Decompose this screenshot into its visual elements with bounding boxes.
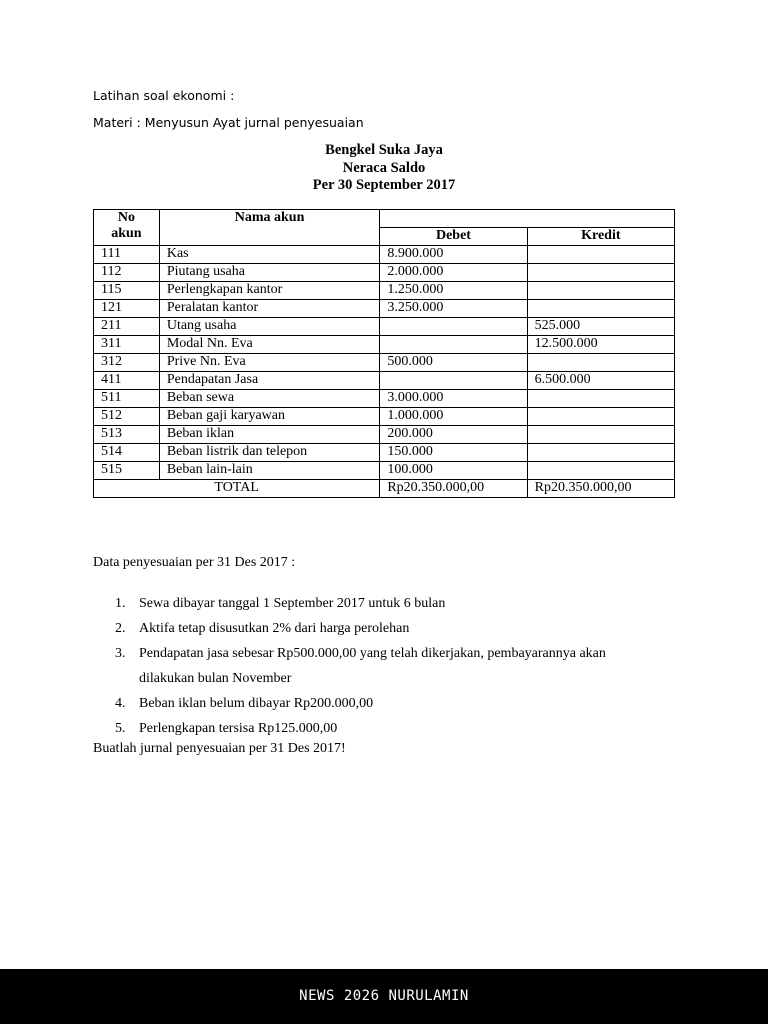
account-name-cell: Piutang usaha	[159, 264, 379, 282]
account-no-cell: 311	[94, 336, 160, 354]
kredit-cell	[527, 282, 674, 300]
table-row	[94, 390, 675, 408]
account-no-cell: 411	[94, 372, 160, 390]
debet-cell: 2.000.000	[380, 264, 527, 282]
account-name-cell: Beban iklan	[159, 426, 379, 444]
table-row	[94, 408, 675, 426]
kredit-cell	[527, 426, 674, 444]
kredit-cell	[527, 444, 674, 462]
list-item	[93, 641, 673, 691]
account-no-cell: 121	[94, 300, 160, 318]
table-row	[94, 300, 675, 318]
adjustment-list	[93, 591, 673, 741]
debet-cell: 500.000	[380, 354, 527, 372]
header-no-line1: No	[117, 210, 135, 225]
table-row	[94, 336, 675, 354]
debet-cell: 1.000.000	[380, 408, 527, 426]
account-name-cell: Beban listrik dan telepon	[159, 444, 379, 462]
header-amount-group	[380, 210, 675, 228]
account-no-cell: 515	[94, 462, 160, 480]
debet-cell: 200.000	[380, 426, 527, 444]
list-item-text: Pendapatan jasa sebesar Rp500.000,00 yang telah dikerjakan, pembayarannya akan	[139, 646, 606, 661]
account-name-cell: Beban sewa	[159, 390, 379, 408]
kredit-cell: 6.500.000	[527, 372, 674, 390]
header-debet: Debet	[380, 228, 527, 246]
account-no-cell: 111	[94, 246, 160, 264]
table-body	[94, 246, 675, 480]
table-row	[94, 246, 675, 264]
debet-cell	[380, 318, 527, 336]
kredit-cell	[527, 408, 674, 426]
kredit-cell: 525.000	[527, 318, 674, 336]
account-name-cell: Beban lain-lain	[159, 462, 379, 480]
table-row	[94, 462, 675, 480]
kredit-cell	[527, 246, 674, 264]
table-row	[94, 372, 675, 390]
kredit-cell	[527, 264, 674, 282]
debet-cell	[380, 336, 527, 354]
list-item-text: Perlengkapan tersisa Rp125.000,00	[139, 721, 338, 736]
debet-cell: 150.000	[380, 444, 527, 462]
statement-title	[0, 142, 768, 195]
debet-cell: 3.250.000	[380, 300, 527, 318]
debet-cell: 8.900.000	[380, 246, 527, 264]
total-kredit: Rp20.350.000,00	[527, 480, 674, 498]
debet-cell: 3.000.000	[380, 390, 527, 408]
kredit-cell	[527, 300, 674, 318]
account-name-cell: Modal Nn. Eva	[159, 336, 379, 354]
account-no-cell: 211	[94, 318, 160, 336]
list-item	[93, 616, 673, 641]
account-no-cell: 112	[94, 264, 160, 282]
list-item	[93, 691, 673, 716]
total-debet: Rp20.350.000,00	[380, 480, 527, 498]
total-row	[94, 480, 675, 498]
account-no-cell: 115	[94, 282, 160, 300]
list-item-number: 2.	[115, 621, 126, 636]
instruction-text: Buatlah jurnal penyesuaian per 31 Des 2017!	[93, 741, 346, 756]
list-item	[93, 716, 673, 741]
exercise-title: Latihan soal ekonomi :	[93, 88, 235, 103]
debet-cell	[380, 372, 527, 390]
table-row	[94, 282, 675, 300]
kredit-cell	[527, 462, 674, 480]
adjustment-heading: Data penyesuaian per 31 Des 2017 :	[93, 555, 296, 570]
account-no-cell: 513	[94, 426, 160, 444]
account-name-cell: Prive Nn. Eva	[159, 354, 379, 372]
footer-banner	[0, 969, 768, 1024]
account-name-cell: Perlengkapan kantor	[159, 282, 379, 300]
kredit-cell: 12.500.000	[527, 336, 674, 354]
list-item-number: 5.	[115, 721, 126, 736]
header-account-name: Nama akun	[159, 210, 379, 246]
material-subtitle: Materi : Menyusun Ayat jurnal penyesuaian	[93, 115, 364, 130]
table-row	[94, 264, 675, 282]
table-row	[94, 444, 675, 462]
list-item-text: Beban iklan belum dibayar Rp200.000,00	[139, 696, 374, 711]
account-name-cell: Pendapatan Jasa	[159, 372, 379, 390]
debet-cell: 1.250.000	[380, 282, 527, 300]
table-row	[94, 318, 675, 336]
company-name: Bengkel Suka Jaya	[325, 142, 443, 158]
account-no-cell: 514	[94, 444, 160, 462]
account-no-cell: 511	[94, 390, 160, 408]
kredit-cell	[527, 390, 674, 408]
list-item-number: 3.	[115, 646, 126, 661]
account-name-cell: Peralatan kantor	[159, 300, 379, 318]
list-item	[93, 591, 673, 616]
table-row	[94, 426, 675, 444]
total-label: TOTAL	[94, 480, 380, 498]
kredit-cell	[527, 354, 674, 372]
header-account-no	[94, 210, 160, 246]
list-item-number: 4.	[115, 696, 126, 711]
account-name-cell: Utang usaha	[159, 318, 379, 336]
account-name-cell: Kas	[159, 246, 379, 264]
list-item-text: Aktifa tetap disusutkan 2% dari harga perolehan	[139, 621, 410, 636]
account-no-cell: 312	[94, 354, 160, 372]
account-no-cell: 512	[94, 408, 160, 426]
header-no-line2: akun	[111, 226, 142, 241]
debet-cell: 100.000	[380, 462, 527, 480]
statement-date: Per 30 September 2017	[312, 177, 456, 193]
footer-text: NEWS 2026 NURULAMIN	[299, 988, 469, 1004]
header-kredit: Kredit	[527, 228, 674, 246]
list-item-text: Sewa dibayar tanggal 1 September 2017 untuk 6 bulan	[139, 596, 446, 611]
trial-balance-table	[93, 209, 675, 498]
list-item-number: 1.	[115, 596, 126, 611]
table-row	[94, 354, 675, 372]
statement-name: Neraca Saldo	[342, 159, 426, 176]
account-name-cell: Beban gaji karyawan	[159, 408, 379, 426]
list-item-text: dilakukan bulan November	[139, 671, 292, 686]
